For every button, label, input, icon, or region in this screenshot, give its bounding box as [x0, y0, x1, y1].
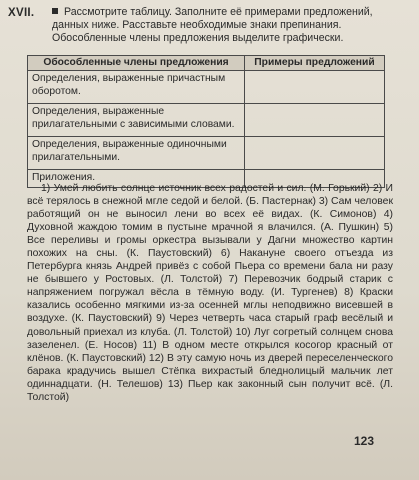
table-header-row	[28, 56, 385, 71]
table-cell-member-type: Приложения.	[28, 170, 245, 187]
column-header-examples: Примеры предложений	[245, 56, 385, 71]
separated-members-table	[27, 55, 385, 188]
table-row	[28, 71, 385, 104]
table-cell-examples	[245, 71, 385, 104]
table-cell-examples	[245, 104, 385, 137]
square-bullet-icon	[52, 8, 58, 14]
table-cell-member-type: Определения, выраженные причастным оборотом.	[28, 71, 245, 104]
page-number: 123	[354, 434, 375, 448]
exercise-instruction	[52, 6, 408, 46]
exercise-header	[8, 6, 412, 46]
table-row	[28, 137, 385, 170]
example-sentences	[27, 182, 393, 404]
table-cell-member-type: Определения, выраженные прилагательными с зависимыми словами.	[28, 104, 245, 137]
sentences-paragraph: 1) Умей любить солнце источник всех радостей и сил. (М. Горький) 2) И всё терялось в снежной мгле седой и белой. (Б. Пастернак) 3) Сам человек работящий он не выносил лени во всех её видах. (К. Симонов) 4) Духовной жаждою томим в пустыне мрачной я влачился. (А. Пушкин) 5) Все переливы и громы оркестра вызывали у Дагни множество картин похожих на сны. (К. Паустовский) 6) Накануне своего отъезда из Петербурга князь Андрей привёз с собой Пьера со времени бала ни разу не бывшего у Ростовых. (Л. Толстой) 7) Перевозчик бодрый старик с напряжением погружал вёсла в тёмную воду. (И. Тургенев) 8) Краски казались особенно мягкими из-за осенней мглы неподвижно висевшей в воздухе. (К. Паустовский) 9) Через четверть часа старый граф весёлый и довольный приехал из клуба. (Л. Толстой) 10) Луг согретый солнцем снова зазеленел. (Е. Носов) 11) В одном месте открылся косогор красный от клёнов. (К. Паустовский) 12) В эту самую ночь из дверей переселенческого барака крадучись вышел Стёпка вихрастый бледнолицый мальчик лет одиннадцати. (Н. Телешов) 13) Пьер как законный сын получит всё. (Л. Толстой)	[27, 183, 393, 403]
column-header-members: Обособленные члены предложения	[28, 56, 245, 71]
table-row	[28, 104, 385, 137]
table-cell-member-type: Определения, выраженные одиночными прилагательными.	[28, 137, 245, 170]
exercise-number: XVII.	[8, 7, 35, 19]
table-cell-examples	[245, 137, 385, 170]
instruction-text: Рассмотрите таблицу. Заполните её примерами предложений, данных ниже. Расставьте необходимые знаки препинания. Обособленные члены предложения выделите графически.	[52, 6, 373, 45]
